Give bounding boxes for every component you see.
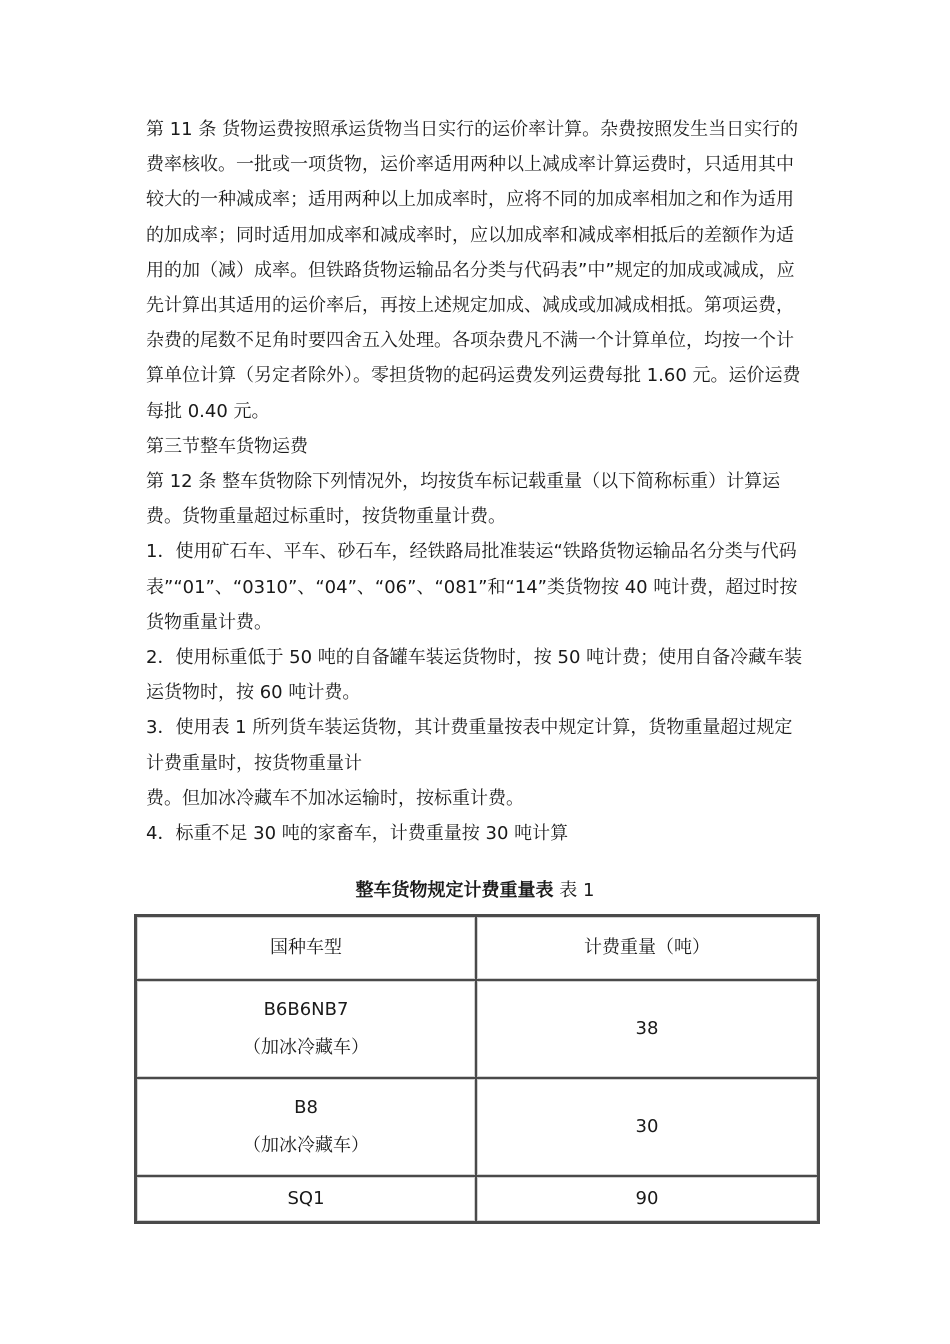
weight-cell: 30 <box>476 1078 818 1176</box>
car-note: （加冰冷藏车） <box>243 1037 369 1058</box>
rule-item-4: 4．标重不足 30 吨的家畜车，计费重量按 30 吨计算 <box>146 823 569 845</box>
car-type-cell <box>136 1176 476 1222</box>
car-note: （加冰冷藏车） <box>243 1135 369 1156</box>
rule-item-1: 1．使用矿石车、平车、砂石车，经铁路局批准装运“铁路货物运输品名分类与代码表”“01”、“0310”、“04”、“06”、“081”和“14”类货物按 40 吨计费，超过时按货物重量计费。 <box>146 541 798 633</box>
rule-item-3: 3．使用表 1 所列货车装运货物，其计费重量按表中规定计算，货物重量超过规定计费重量时，按货物重量计 <box>146 717 793 774</box>
table-row <box>136 980 818 1078</box>
document-body <box>146 112 806 851</box>
rule-item-3-continuation: 费。但加冰冷藏车不加冰运输时，按标重计费。 <box>146 787 524 809</box>
table-row <box>136 1078 818 1176</box>
car-model: B8 <box>294 1097 318 1118</box>
section-heading: 第三节整车货物运费 <box>146 435 308 457</box>
rule-item-2: 2．使用标重低于 50 吨的自备罐车装运货物时，按 50 吨计费；使用自备冷藏车装运货物时，按 60 吨计费。 <box>146 647 803 704</box>
weight-table <box>134 914 820 1224</box>
car-model: B6B6NB7 <box>263 999 349 1020</box>
car-type-cell <box>136 1078 476 1176</box>
table-row <box>136 1176 818 1222</box>
header-car-type: 国种车型 <box>136 916 476 980</box>
table-caption-number: 表 1 <box>559 880 595 901</box>
article-11-paragraph: 第 11 条 货物运费按照承运货物当日实行的运价率计算。杂费按照发生当日实行的费率核收。一批或一项货物，运价率适用两种以上减成率计算运费时，只适用其中较大的一种减成率；适用两种以上加成率时，应将不同的加成率相加之和作为适用的加成率；同时适用加成率和减成率时，应以加成率和减成率相抵后的差额作为适用的加（减）成率。但铁路货物运输品名分类与代码表”中”规定的加成或减成，应先计算出其适用的运价率后，再按上述规定加成、减成或加减成相抵。第项运费，杂费的尾数不足角时要四舍五入处理。各项杂费凡不满一个计算单位，均按一个计算单位计算（另定者除外）。零担货物的起码运费发列运费每批 1.60 元。运价运费每批 0.40 元。 <box>146 119 801 422</box>
table-caption-title: 整车货物规定计费重量表 <box>355 880 554 901</box>
weight-cell: 38 <box>476 980 818 1078</box>
table-header-row <box>136 916 818 980</box>
car-type-cell <box>136 980 476 1078</box>
article-12-paragraph: 第 12 条 整车货物除下列情况外，均按货车标记载重量（以下简称标重）计算运费。货物重量超过标重时，按货物重量计费。 <box>146 471 781 528</box>
car-model: SQ1 <box>287 1188 325 1209</box>
header-billing-weight: 计费重量（吨） <box>476 916 818 980</box>
table-caption <box>134 873 816 908</box>
weight-cell: 90 <box>476 1176 818 1222</box>
